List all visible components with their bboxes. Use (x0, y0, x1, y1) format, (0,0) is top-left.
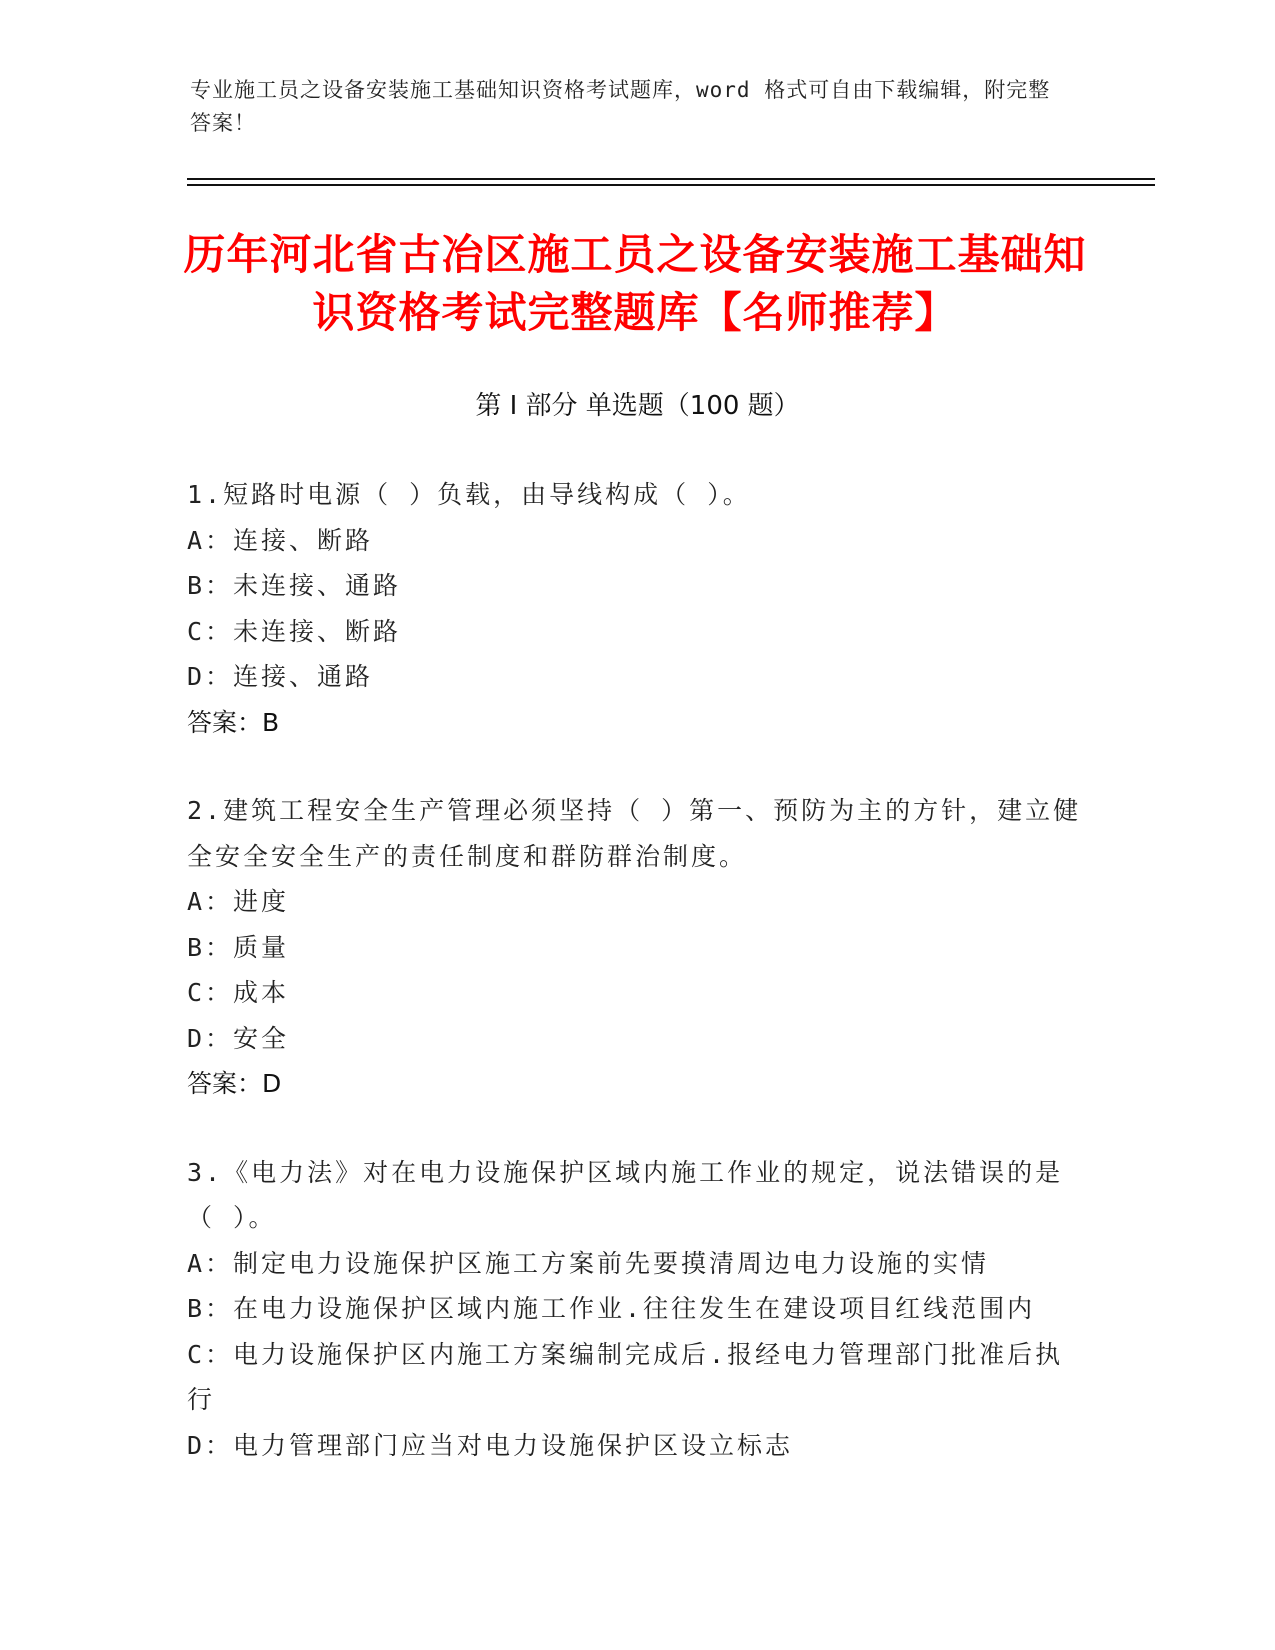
option-a: A：制定电力设施保护区施工方案前先要摸清周边电力设施的实情 (187, 1248, 990, 1278)
header-divider-top (187, 178, 1155, 180)
question-3 (187, 1150, 1087, 1469)
question-stem: 1.短路时电源（ ）负载，由导线构成（ ）。 (187, 480, 751, 509)
question-stem: 3.《电力法》对在电力设施保护区域内施工作业的规定，说法错误的是（ ）。 (187, 1157, 1064, 1232)
option-c: C：电力设施保护区内施工方案编制完成后.报经电力管理部门批准后执行 (187, 1339, 1064, 1414)
option-b: B：未连接、通路 (187, 571, 402, 600)
question-2 (187, 788, 1087, 1107)
option-d: D：电力管理部门应当对电力设施保护区设立标志 (187, 1430, 794, 1460)
header-divider-bottom (187, 184, 1155, 186)
question-list (187, 472, 1087, 1511)
option-a: A：连接、断路 (187, 525, 374, 555)
option-d: D：连接、通路 (187, 662, 374, 691)
option-c: C：成本 (187, 978, 290, 1007)
option-b: B：质量 (187, 932, 290, 962)
question-1 (187, 472, 1087, 745)
header-note: 专业施工员之设备安装施工基础知识资格考试题库，word 格式可自由下载编辑，附完整答案！ (190, 78, 1051, 135)
answer-label: 答案：B (187, 707, 280, 737)
option-b: B：在电力设施保护区域内施工作业.往往发生在建设项目红线范围内 (187, 1294, 1036, 1323)
option-a: A：进度 (187, 887, 290, 916)
document-title: 历年河北省古冶区施工员之设备安装施工基础知识资格考试完整题库【名师推荐】 (183, 230, 1087, 337)
answer-label: 答案：D (187, 1069, 282, 1098)
option-d: D：安全 (187, 1023, 290, 1053)
option-c: C：未连接、断路 (187, 616, 402, 646)
question-stem: 2.建筑工程安全生产管理必须坚持（ ）第一、预防为主的方针，建立健全安全安全生产的责任制度和群防群治制度。 (187, 796, 1082, 871)
section-title: 第 I 部分 单选题（100 题） (475, 391, 800, 421)
